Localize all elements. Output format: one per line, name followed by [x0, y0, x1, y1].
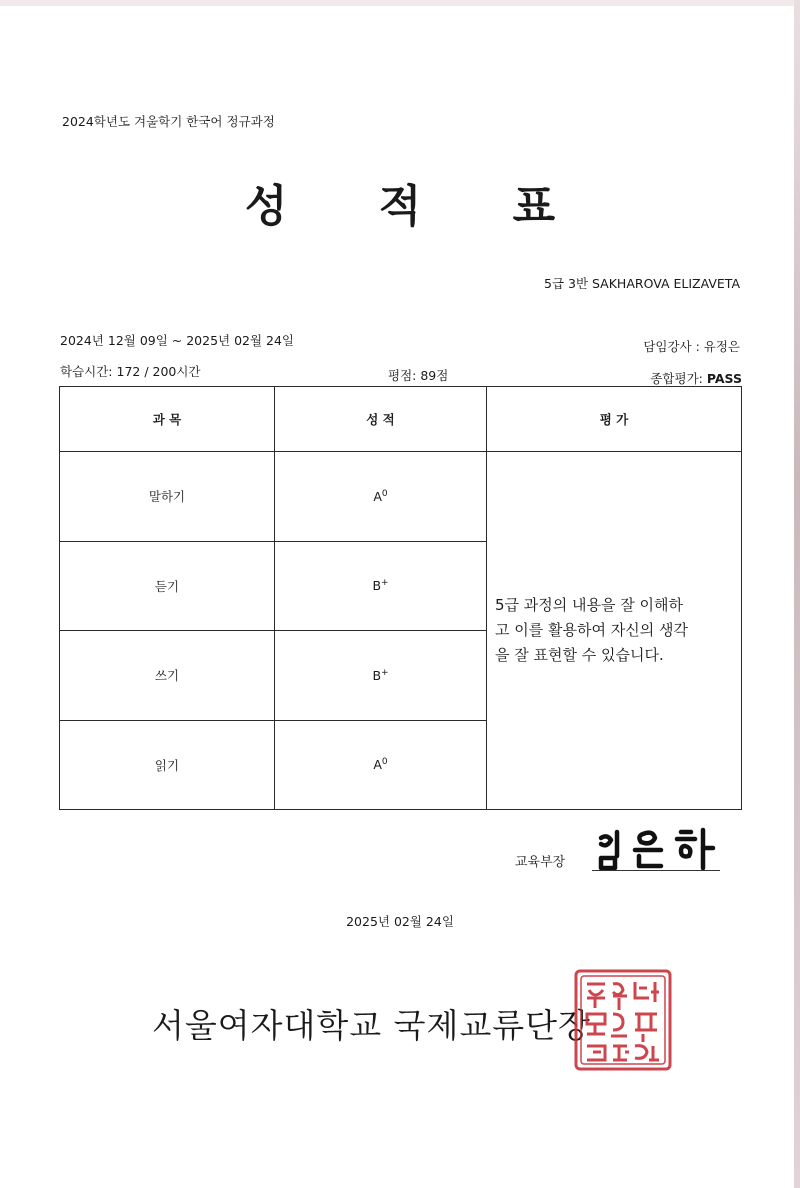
- evaluation-line: 5급 과정의 내용을 잘 이해하: [495, 596, 684, 614]
- grades-table: [59, 386, 742, 810]
- subject-cell: 읽기: [60, 720, 275, 810]
- overall-evaluation: [650, 369, 742, 387]
- dean-signature: [595, 826, 725, 872]
- page-edge: [0, 0, 800, 6]
- table-row: [60, 452, 742, 542]
- header-evaluation: 평 가: [487, 387, 742, 452]
- header-grade: 성 적: [275, 387, 487, 452]
- header-subject: 과 목: [60, 387, 275, 452]
- subject-cell: 듣기: [60, 541, 275, 631]
- grade-cell: $A^0$: [275, 452, 487, 542]
- grade-cell: $A^0$: [275, 720, 487, 810]
- evaluation-line: 을 잘 표현할 수 있습니다.: [495, 646, 664, 664]
- issue-date: 2025년 02월 24일: [346, 914, 454, 929]
- grade-cell: B+: [275, 541, 487, 631]
- overall-value: PASS: [706, 371, 742, 386]
- grade-cell: B+: [275, 631, 487, 721]
- table-header-row: [60, 387, 742, 452]
- evaluation-line: 고 이를 활용하여 자신의 생각: [495, 621, 688, 639]
- subject-cell: 말하기: [60, 452, 275, 542]
- teacher-name: 담임강사 : 유정은: [643, 339, 740, 354]
- institution-name: 서울여자대학교 국제교류단장: [152, 1006, 591, 1045]
- subject-cell: 쓰기: [60, 631, 275, 721]
- signature-line: [592, 870, 720, 871]
- official-seal-icon: [573, 968, 673, 1072]
- document-title: 성 적 표: [244, 181, 594, 232]
- course-line: 2024학년도 겨울학기 한국어 정규과정: [62, 114, 275, 129]
- course-period: 2024년 12월 09일 ~ 2025년 02월 24일: [60, 333, 295, 348]
- student-line: 5급 3반 SAKHAROVA ELIZAVETA: [544, 276, 740, 291]
- evaluation-cell: [487, 452, 742, 810]
- average-score: 평점: 89점: [388, 368, 449, 383]
- study-hours: 학습시간: 172 / 200시간: [60, 364, 201, 379]
- overall-label: 종합평가:: [650, 371, 707, 386]
- dean-label: 교육부장: [515, 855, 566, 870]
